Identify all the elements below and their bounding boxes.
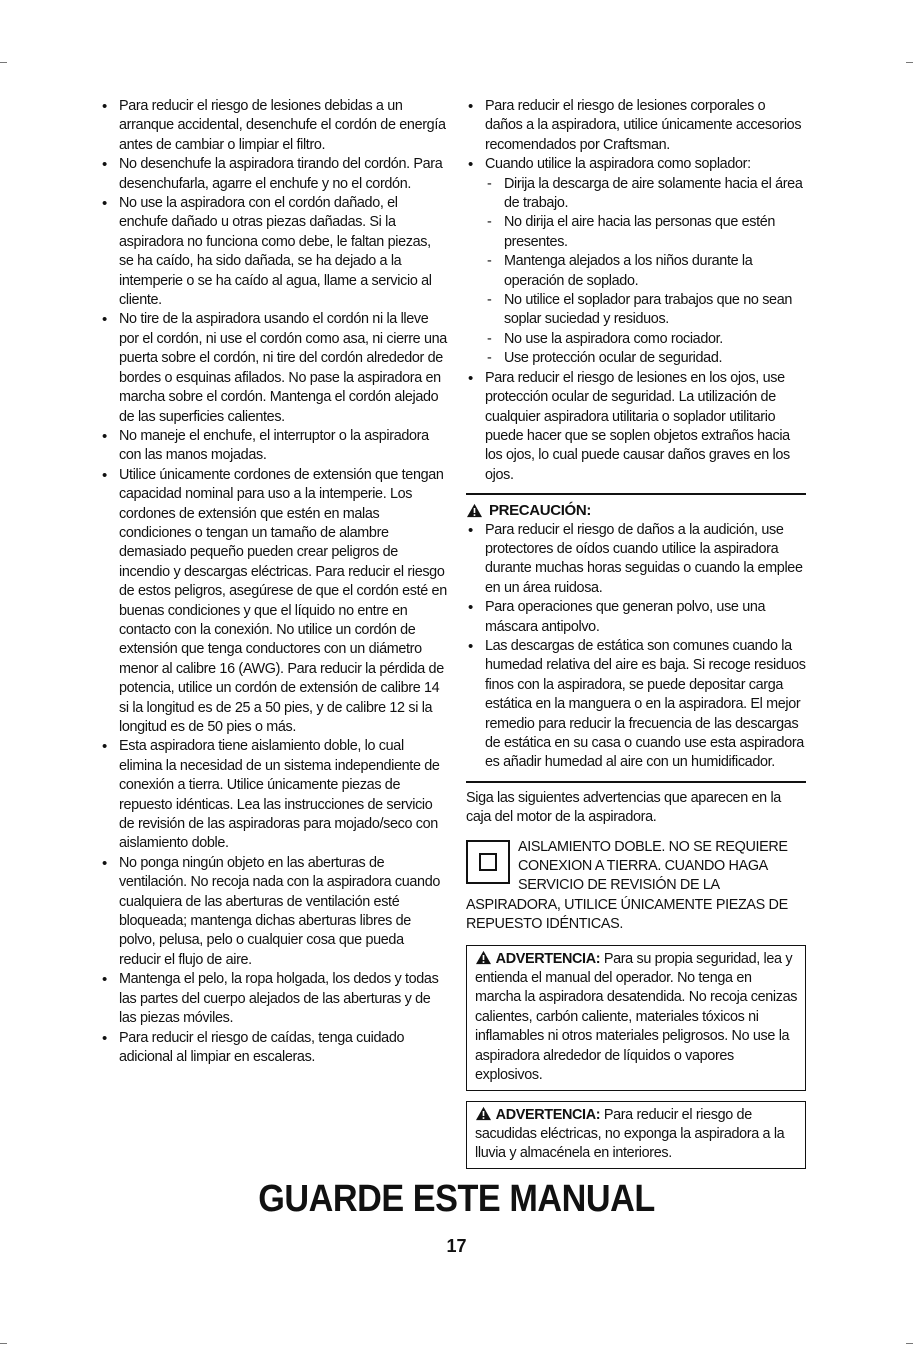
- warning-label: ADVERTENCIA:: [495, 1106, 601, 1123]
- list-item: • Para reducir el riesgo de lesiones corporales o daños a la aspiradora, utilice únicamente accesorios recomendados por Craftsman.: [466, 97, 806, 155]
- blower-sublist: [485, 175, 806, 369]
- crop-mark-bottom-right: [906, 1343, 913, 1344]
- list-item: • Para reducir el riesgo de caídas, tenga cuidado adicional al limpiar en escaleras.: [100, 1029, 448, 1068]
- section-divider: [466, 781, 806, 783]
- list-item: • Esta aspiradora tiene aislamiento doble, lo cual elimina la necesidad de un sistema independiente de conexión a tierra. Utilice únicamente piezas de repuesto idénticas. Lea las instrucciones de servicio de revisión de las aspiradoras para mojado/seco con aislamiento doble.: [100, 737, 448, 853]
- warning-box-electric: [466, 1101, 806, 1169]
- page-number: 17: [446, 1236, 467, 1256]
- safety-list-right: [466, 97, 806, 485]
- left-column: [100, 97, 448, 1067]
- list-item-blower: [466, 155, 806, 368]
- sub-item: - No use la aspiradora como rociador.: [485, 330, 806, 349]
- motor-housing-note: Siga las siguientes advertencias que aparecen en la caja del motor de la aspiradora.: [466, 789, 781, 826]
- sub-item: - Dirija la descarga de aire solamente hacia el área de trabajo.: [485, 175, 806, 214]
- warning-triangle-icon: [475, 1106, 492, 1121]
- warning-triangle-icon: [466, 503, 483, 518]
- warning-text: Para su propia seguridad, lea y entienda el manual del operador. No tenga en marcha la aspiradora desatendida. No recoja cenizas calientes, carbón caliente, materiales tóxicos ni inflamables ni otros materiales peligrosos. No use la aspiradora alrededor de líquidos o vapores explosivos.: [475, 950, 798, 1084]
- caution-list: [466, 521, 806, 773]
- double-insulation-block: [466, 838, 806, 935]
- footer-title: GUARDE ESTE MANUAL: [258, 1178, 655, 1220]
- list-item: • Para reducir el riesgo de daños a la audición, use protectores de oídos cuando utilice la aspiradora durante muchas horas seguidas o cuando la emplee en un área ruidosa.: [466, 521, 806, 599]
- list-item: • No ponga ningún objeto en las aberturas de ventilación. No recoja nada con la aspiradora cuando cualquiera de las aberturas de ventilación esté bloqueada; mantenga dichas aberturas libres de polvo, pelusa, pelo o cualquier cosa que pueda reducir el flujo de aire.: [100, 854, 448, 970]
- list-item: • No maneje el enchufe, el interruptor o la aspiradora con las manos mojadas.: [100, 427, 448, 466]
- crop-mark-top-left: [0, 62, 7, 63]
- sub-item: - No utilice el soplador para trabajos que no sean soplar suciedad y residuos.: [485, 291, 806, 330]
- list-item: • No desenchufe la aspiradora tirando del cordón. Para desenchufarla, agarre el enchufe y no el cordón.: [100, 155, 448, 194]
- list-item: • Mantenga el pelo, la ropa holgada, los dedos y todas las partes del cuerpo alejados de las aberturas y de las piezas móviles.: [100, 970, 448, 1028]
- warning-text: Para reducir el riesgo de sacudidas eléctricas, no exponga la aspiradora a la lluvia y almacénela en interiores.: [475, 1106, 785, 1162]
- sub-item: - No dirija el aire hacia las personas que estén presentes.: [485, 213, 806, 252]
- list-item: • Utilice únicamente cordones de extensión que tengan capacidad nominal para uso a la intemperie. Los cordones de extensión que estén en malas condiciones o tengan un tamaño de alambre demasiado pequeño pueden crear peligros de incendio y descargas eléctricas. Para reducir el riesgo de estos peligros, asegúrese de que el cordón esté en buenas condiciones y que el líquido no entre en contacto con la conexión. No utilice un cordón de extensión que tenga conductores con un diámetro menor al calibre 16 (AWG). Para reducir la pérdida de potencia, utilice un cordón de extensión de calibre 14 si la longitud es de 25 a 50 pies, y de calibre 12 si la longitud es de 50 pies o más.: [100, 466, 448, 738]
- list-item: • No use la aspiradora con el cordón dañado, el enchufe dañado u otras piezas dañadas. Si la aspiradora no funciona como debe, le faltan piezas, se ha caído, ha sido dañada, se ha dejado a la intemperie o se ha caído al agua, llame a servicio al cliente.: [100, 194, 448, 310]
- list-item: • Para operaciones que generan polvo, use una máscara antipolvo.: [466, 598, 806, 637]
- caution-title: PRECAUCIÓN:: [489, 502, 591, 520]
- caution-heading: [466, 501, 806, 520]
- safety-list-left: [100, 97, 448, 1067]
- warning-triangle-icon: [475, 950, 492, 965]
- list-item: • No tire de la aspiradora usando el cordón ni la lleve por el cordón, ni use el cordón como asa, ni cierre una puerta sobre el cordón, ni tire del cordón alrededor de bordes o esquinas afilados. No pase la aspiradora en marcha sobre el cordón. Mantenga el cordón alejado de las superficies calientes.: [100, 310, 448, 426]
- sub-item: - Mantenga alejados a los niños durante la operación de soplado.: [485, 252, 806, 291]
- right-column: [466, 97, 806, 1169]
- list-item: • Para reducir el riesgo de lesiones debidas a un arranque accidental, desenchufe el cordón de energía antes de cambiar o limpiar el filtro.: [100, 97, 448, 155]
- crop-mark-top-right: [906, 62, 913, 63]
- warning-label: ADVERTENCIA:: [495, 950, 601, 967]
- warning-box-general: [466, 945, 806, 1091]
- list-item: • Para reducir el riesgo de lesiones en los ojos, use protección ocular de seguridad. La utilización de cualquier aspiradora utilitaria o soplador utilitario puede hacer que se soplen objetos extraños hacia los ojos, lo cual puede causar daños graves en los ojos.: [466, 369, 806, 485]
- sub-item: - Use protección ocular de seguridad.: [485, 349, 806, 368]
- double-insulation-text: AISLAMIENTO DOBLE. NO SE REQUIERE CONEXION A TIERRA. CUANDO HAGA SERVICIO DE REVISIÓN DE LA ASPIRADORA, UTILICE ÚNICAMENTE PIEZAS DE REPUESTO IDÉNTICAS.: [466, 838, 788, 933]
- list-item: • Las descargas de estática son comunes cuando la humedad relativa del aire es baja. Si recoge residuos finos con la aspiradora, se puede depositar carga estática en la manguera o en la aspiradora. El mejor remedio para reducir la frecuencia de las descargas de estática en su casa o cuando use esta aspiradora es añadir humedad al aire con un humidificador.: [466, 637, 806, 773]
- section-divider: [466, 493, 806, 495]
- crop-mark-bottom-left: [0, 1343, 7, 1344]
- blower-intro: Cuando utilice la aspiradora como soplador:: [485, 156, 751, 173]
- double-insulation-icon: [466, 840, 510, 884]
